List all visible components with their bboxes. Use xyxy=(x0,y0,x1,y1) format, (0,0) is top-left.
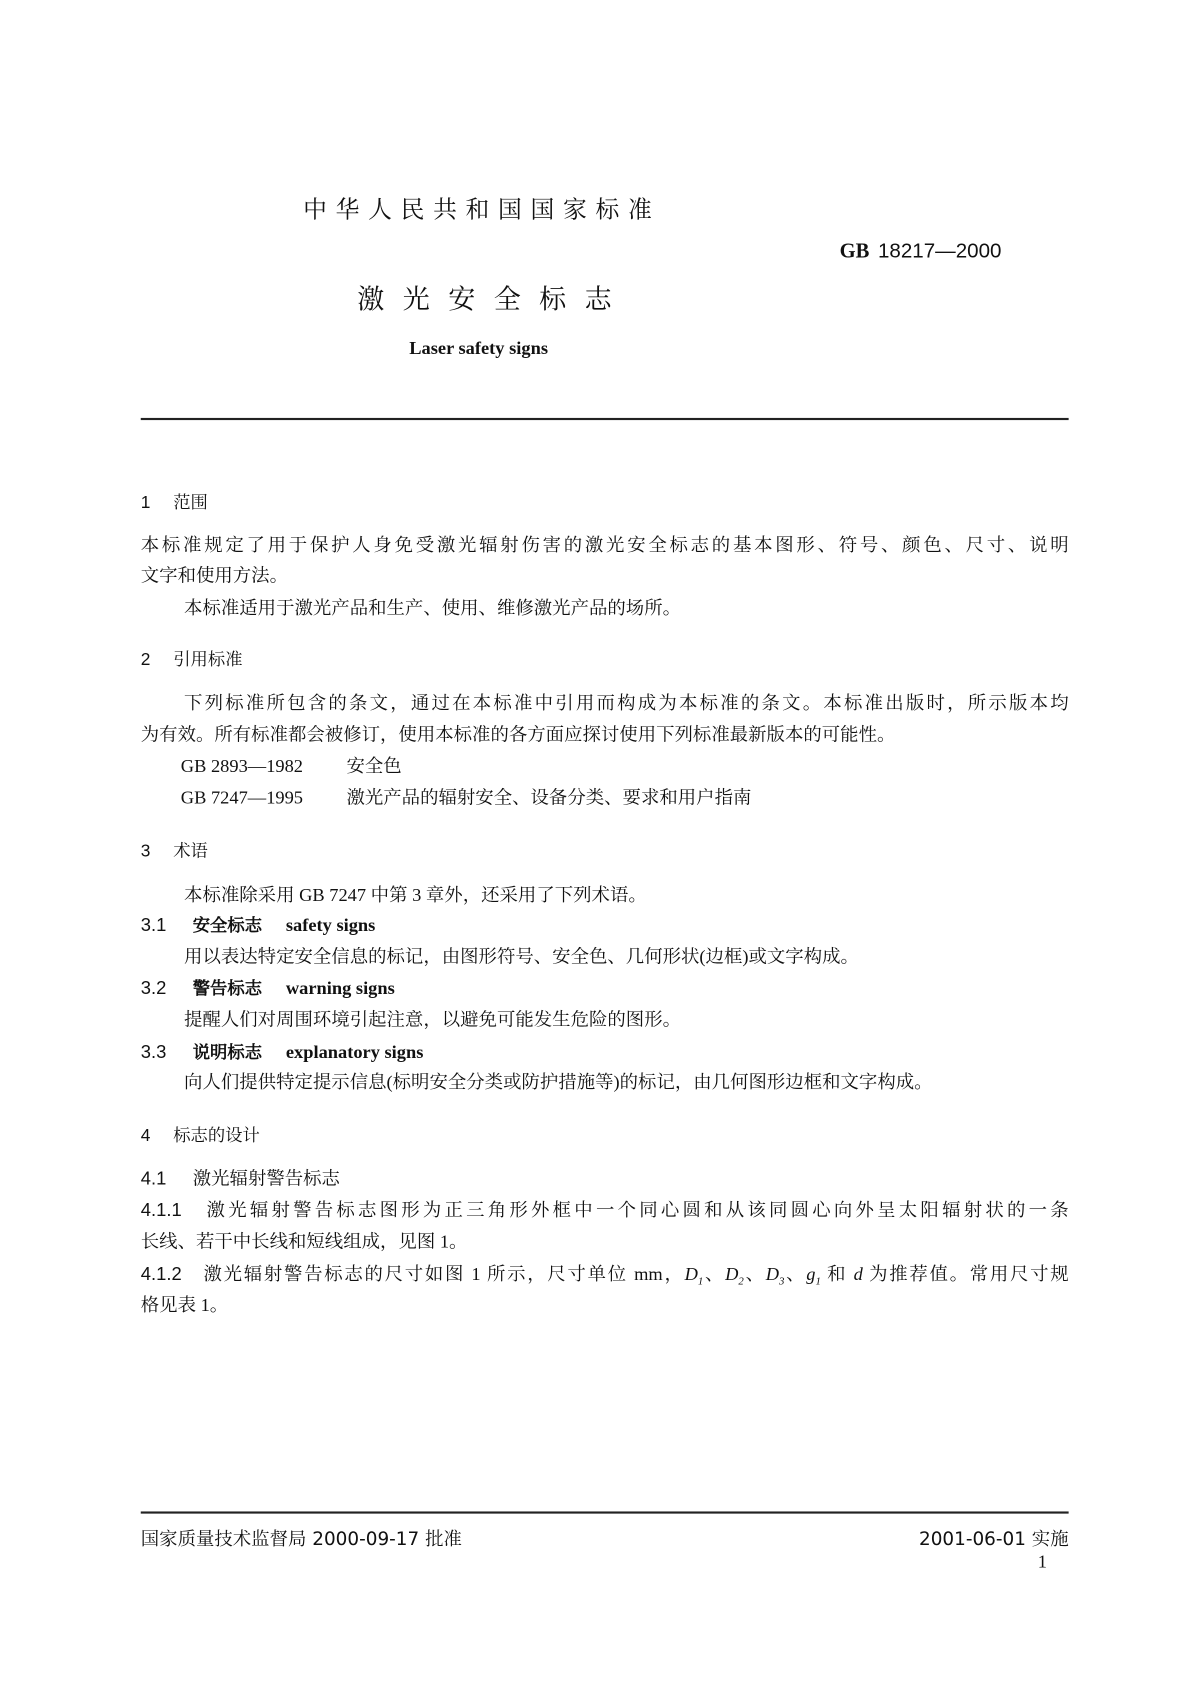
term-heading: 3.2 警告标志 warning signs xyxy=(140,977,395,999)
clause-heading: 4.1 激光辐射警告标志 xyxy=(140,1168,340,1189)
section-heading: 3 术语 xyxy=(140,840,208,861)
paragraph: 文字和使用方法。 xyxy=(140,565,288,586)
header-rule xyxy=(141,418,1069,420)
section-heading: 4 标志的设计 xyxy=(140,1124,260,1146)
standard-code xyxy=(840,240,1002,264)
paragraph: 本标准规定了用于保护人身免受激光辐射伤害的激光安全标志的基本图形、符号、颜色、尺寸、说明 xyxy=(140,534,1069,556)
code-number: 18217—2000 xyxy=(877,240,1002,264)
document-title-en: Laser safety signs xyxy=(409,337,548,359)
effective-date: 2001-06-01 实施 xyxy=(918,1528,1069,1551)
code-prefix: GB xyxy=(839,240,870,264)
paragraph: 本标准适用于激光产品和生产、使用、维修激光产品的场所。 xyxy=(184,597,682,619)
page-number: 1 xyxy=(1037,1551,1047,1573)
section-heading: 2 引用标准 xyxy=(140,648,243,670)
term-heading: 3.1 安全标志 safety signs xyxy=(140,914,376,936)
paragraph: 下列标准所包含的条文，通过在本标准中引用而构成为本标准的条文。本标准出版时，所示版本均 xyxy=(184,692,1069,714)
term-definition: 用以表达特定安全信息的标记，由图形符号、安全色、几何形状(边框)或文字构成。 xyxy=(184,946,859,967)
document-title: 激光安全标志 xyxy=(357,283,631,316)
term-definition: 向人们提供特定提示信息(标明安全分类或防护措施等)的标记，由几何图形边框和文字构成。 xyxy=(184,1071,933,1093)
reference-item: GB 7247—1995 激光产品的辐射安全、设备分类、要求和用户指南 xyxy=(180,787,752,808)
section-heading: 1 范围 xyxy=(140,491,208,513)
paragraph: 格见表 1。 xyxy=(140,1294,229,1316)
term-definition: 提醒人们对周围环境引起注意，以避免可能发生危险的图形。 xyxy=(184,1009,682,1030)
paragraph: 长线、若干中长线和短线组成，见图 1。 xyxy=(140,1231,468,1252)
approval-date: 国家质量技术监督局 2000-09-17 批准 xyxy=(140,1528,462,1551)
paragraph: 本标准除采用 GB 7247 中第 3 章外，还采用了下列术语。 xyxy=(184,884,647,906)
clause: 4.1.2 激光辐射警告标志的尺寸如图 1 所示，尺寸单位 mm，$D_1$、$D_2$、$D_3$、$g_1$ 和 d 为推荐值。常用尺寸规 xyxy=(140,1263,1069,1288)
standard-category: 中华人民共和国国家标准 xyxy=(303,197,661,225)
paragraph: 为有效。所有标准都会被修订，使用本标准的各方面应探讨使用下列标准最新版本的可能性。 xyxy=(140,724,896,745)
clause: 4.1.1 激光辐射警告标志图形为正三角形外框中一个同心圆和从该同圆心向外呈太阳辐射状的一条 xyxy=(140,1199,1069,1221)
footer-rule xyxy=(141,1511,1069,1513)
term-heading: 3.3 说明标志 explanatory signs xyxy=(140,1041,424,1063)
reference-item: GB 2893—1982 安全色 xyxy=(180,755,402,777)
